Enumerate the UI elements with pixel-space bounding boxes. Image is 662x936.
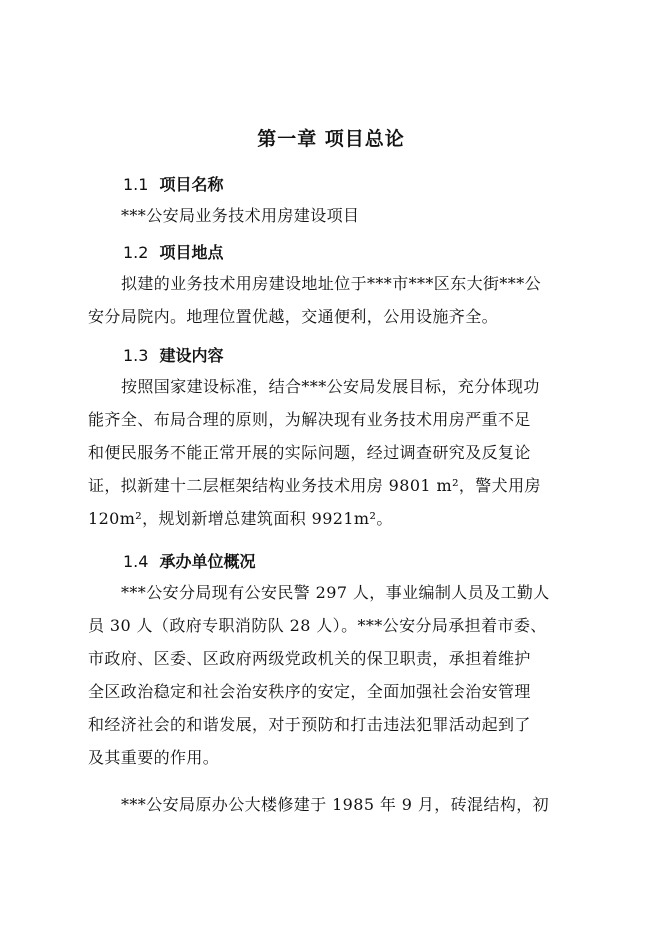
section-number: 1.4 [123, 552, 149, 571]
paragraph-organization-overview [88, 576, 580, 774]
text-line: ***公安分局现有公安民警 297 人，事业编制人员及工勤人 [121, 583, 550, 602]
text-line: ***公安局原办公大楼修建于 1985 年 9 月，砖混结构，初 [121, 795, 550, 814]
section-number: 1.3 [123, 346, 149, 365]
text-line: 及其重要的作用。 [88, 748, 220, 767]
text-line: 员 30 人（政府专职消防队 28 人）。***公安分局承担着市委、 [88, 616, 547, 635]
text-line: 全区政治稳定和社会治安秩序的安定，全面加强社会治安管理 [88, 682, 531, 701]
text-line: 120m²，规划新增总建筑面积 9921m²。 [88, 509, 393, 528]
text-line: 证，拟新建十二层框架结构业务技术用房 9801 m²，警犬用房 [88, 476, 541, 495]
paragraph-project-location [88, 267, 580, 333]
section-heading-1-1 [123, 172, 224, 195]
section-title: 建设内容 [159, 346, 224, 365]
text-line: 和经济社会的和谐发展，对于预防和打击违法犯罪活动起到了 [88, 715, 531, 734]
section-number: 1.2 [123, 243, 149, 262]
text-line: 安分局院内。地理位置优越，交通便利，公用设施齐全。 [88, 307, 499, 326]
section-number: 1.1 [123, 175, 149, 194]
text-line: 和便民服务不能正常开展的实际问题，经过调查研究及反复论 [88, 443, 531, 462]
text-line: ***公安局业务技术用房建设项目 [121, 206, 360, 225]
paragraph-project-name [88, 199, 580, 232]
text-line: 市政府、区委、区政府两级党政机关的保卫职责，承担着维护 [88, 649, 531, 668]
section-heading-1-2 [123, 240, 224, 263]
paragraph-construction-content [88, 370, 580, 535]
paragraph-original-building [88, 788, 580, 821]
text-line: 拟建的业务技术用房建设地址位于***市***区东大街***公 [121, 274, 542, 293]
section-title: 项目名称 [159, 175, 224, 194]
text-line: 能齐全、布局合理的原则，为解决现有业务技术用房严重不足 [88, 410, 531, 429]
section-title: 承办单位概况 [159, 552, 256, 571]
section-heading-1-3 [123, 343, 224, 366]
section-title: 项目地点 [159, 243, 224, 262]
section-heading-1-4 [123, 549, 256, 572]
chapter-title: 第一章 项目总论 [257, 128, 405, 150]
text-line: 按照国家建设标准，结合***公安局发展目标，充分体现功 [121, 377, 540, 396]
